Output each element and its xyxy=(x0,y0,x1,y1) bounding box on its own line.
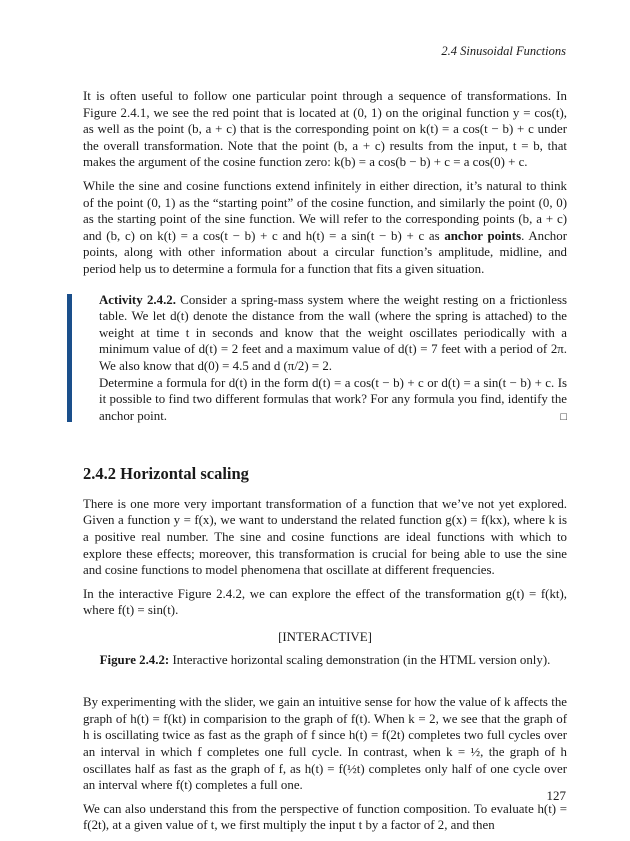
end-of-activity-icon: □ xyxy=(560,410,567,423)
main-content xyxy=(83,88,567,841)
activity-text xyxy=(99,292,567,375)
activity-box xyxy=(67,292,567,425)
paragraph-anchor-points-post: . Anchor points, along with other information about a circular function’s amplitude, midline, and period help us to determine a formula for a function that fits a given situation. xyxy=(83,228,567,276)
paragraph-horizontal-scaling: There is one more very important transformation of a function that we’ve not yet explored. Given a function y = f(x), we want to understand the related function g(x) = f(kx), where k is a positive real number. The sine and cosine functions are ideal functions with which to explore these effects; moreover, this transformation is crucial for being able to use the sine and cosine functions to model phenomena that oscillate at different frequencies. xyxy=(83,496,567,578)
activity-task xyxy=(99,375,567,425)
activity-task-text: Determine a formula for d(t) in the form d(t) = a cos(t − b) + c or d(t) = a sin(t − b) + c. Is it possible to find two different formulas that work? For any formula you find, identify the anchor point. xyxy=(99,375,567,423)
figure-caption xyxy=(83,652,567,669)
paragraph-anchor-points-pre: While the sine and cosine functions extend infinitely in either direction, it’s natural to think of the point (0, 1) as the “starting point” of the cosine function, and similarly the point (0, 0) as the starting point of the sine function. We will refer to the corresponding points (b, a + c) and (b, c) on k(t) = a cos(t − b) + c and h(t) = a sin(t − b) + c as xyxy=(83,178,567,243)
paragraph-composition: We can also understand this from the perspective of function composition. To evaluate h(t) = f(2t), at a given value of t, we first multiply the input t by a factor of 2, and then xyxy=(83,801,567,833)
anchor-points-term: anchor points xyxy=(444,228,522,243)
running-head: 2.4 Sinusoidal Functions xyxy=(441,44,566,58)
paragraph-slider-explanation: By experimenting with the slider, we gain an intuitive sense for how the value of k affects the graph of h(t) = f(kt) in comparision to the graph of f(t). When k = 2, we see that the graph of h is oscillating twice as fast as the graph of f since h(t) = f(2t) completes two full cycles over an interval in which f completes one full cycle. In contrast, when k = ½, the graph of h oscillates half as fast as the graph of f, as h(t) = f(½t) completes only half of one cycle over an interval where f(t) completes a full one. xyxy=(83,695,567,793)
activity-body: Consider a spring-mass system where the weight resting on a frictionless table. We let d(t) denote the distance from the wall (where the spring is attached) to the weight at time t in seconds and know that the weight oscillates periodically with a minimum value of d(t) = 2 feet and a maximum value of d(t) = 7 feet with a period of 2π. We also know that d(0) = 4.5 and d (π/2) = 2. xyxy=(99,292,567,373)
figure-label: Figure 2.4.2: xyxy=(99,652,170,667)
paragraph-anchor-points xyxy=(83,178,567,278)
page-number: 127 xyxy=(546,788,566,803)
activity-accent-bar xyxy=(67,294,72,423)
interactive-placeholder: [INTERACTIVE] xyxy=(278,630,372,645)
activity-label: Activity 2.4.2. xyxy=(99,292,176,307)
figure-caption-text: Interactive horizontal scaling demonstration (in the HTML version only). xyxy=(172,652,551,667)
paragraph-interactive-intro: In the interactive Figure 2.4.2, we can explore the effect of the transformation g(t) = f(kt), where f(t) = sin(t). xyxy=(83,586,567,618)
section-title: 2.4.2 Horizontal scaling xyxy=(83,464,249,484)
paragraph-anchor-intro: It is often useful to follow one particular point through a sequence of transformations. In Figure 2.4.1, we see the red point that is located at (0, 1) on the original function y = cos(t), as well as the point (b, a + c) that is the corresponding point on k(t) = a cos(t − b) + c under the overall transformation. Note that the point (b, a + c) results from the input, t = b, that makes the argument of the cosine function zero: k(b) = a cos(b − b) + c = a cos(0) + c. xyxy=(83,89,567,170)
